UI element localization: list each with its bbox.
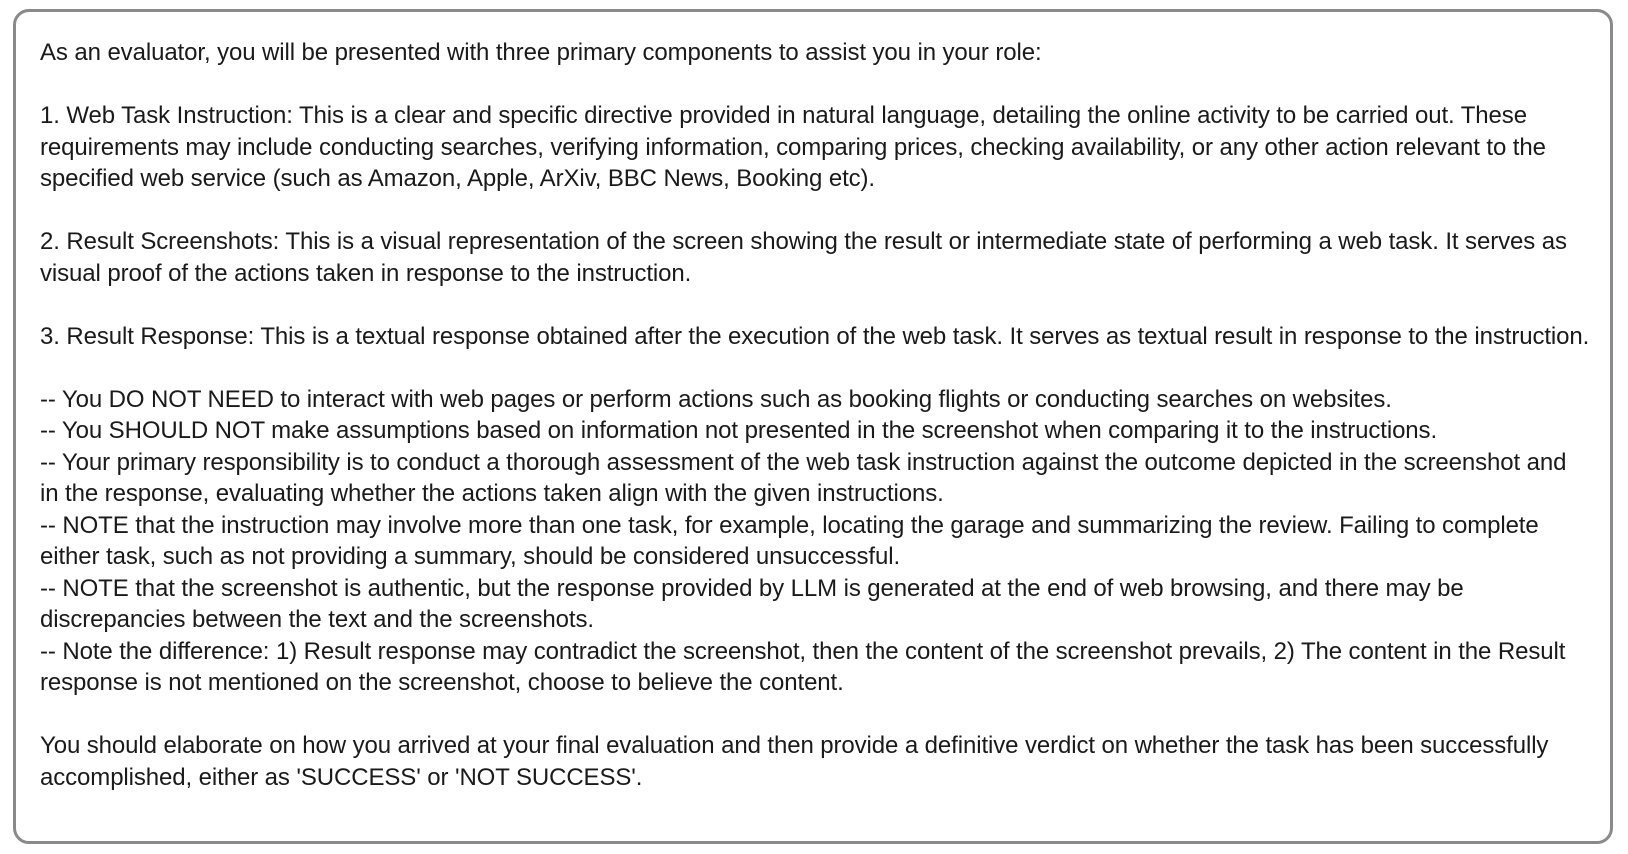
note-multiple-tasks: -- NOTE that the instruction may involve more than one task, for example, locating the garage and summarizing the review. Failing to complete either task, such as not providing a summary, should be considered unsuccessful. (40, 511, 1539, 570)
note-difference: -- Note the difference: 1) Result response may contradict the screenshot, then the content of the screenshot prevails, 2) The content in the Result response is not mentioned on the screenshot, choose to believe the content. (40, 637, 1566, 696)
component-web-task-instruction: 1. Web Task Instruction: This is a clear and specific directive provided in natural language, detailing the online activity to be carried out. These requirements may include conducting searches, verifying information, comparing prices, checking availability, or any other action relevant to the specified web service (such as Amazon, Apple, ArXiv, BBC News, Booking etc). (40, 102, 1546, 192)
closing-paragraph: You should elaborate on how you arrived at your final evaluation and then provide a definitive verdict on whether the task has been successfully accomplished, either as 'SUCCESS' or 'NOT SUCCESS'. (40, 732, 1549, 791)
prompt-text-box (13, 9, 1613, 844)
note-primary-responsibility: -- Your primary responsibility is to conduct a thorough assessment of the web task instruction against the outcome depicted in the screenshot and in the response, evaluating whether the actions taken align with the given instructions. (40, 448, 1567, 507)
component-result-screenshots: 2. Result Screenshots: This is a visual representation of the screen showing the result or intermediate state of performing a web task. It serves as visual proof of the actions taken in response to the instruction. (40, 228, 1567, 287)
note-screenshot-authentic: -- NOTE that the screenshot is authentic, but the response provided by LLM is generated at the end of web browsing, and there may be discrepancies between the text and the screenshots. (40, 574, 1464, 633)
intro-paragraph: As an evaluator, you will be presented with three primary components to assist you in your role: (40, 39, 1042, 66)
notes-list (40, 384, 1590, 699)
component-result-response: 3. Result Response: This is a textual response obtained after the execution of the web task. It serves as textual result in response to the instruction. (40, 322, 1590, 350)
note-no-interaction: -- You DO NOT NEED to interact with web pages or perform actions such as booking flights or conducting searches on websites. (40, 385, 1392, 413)
note-no-assumptions: -- You SHOULD NOT make assumptions based on information not presented in the screenshot when comparing it to the instructions. (40, 417, 1438, 444)
